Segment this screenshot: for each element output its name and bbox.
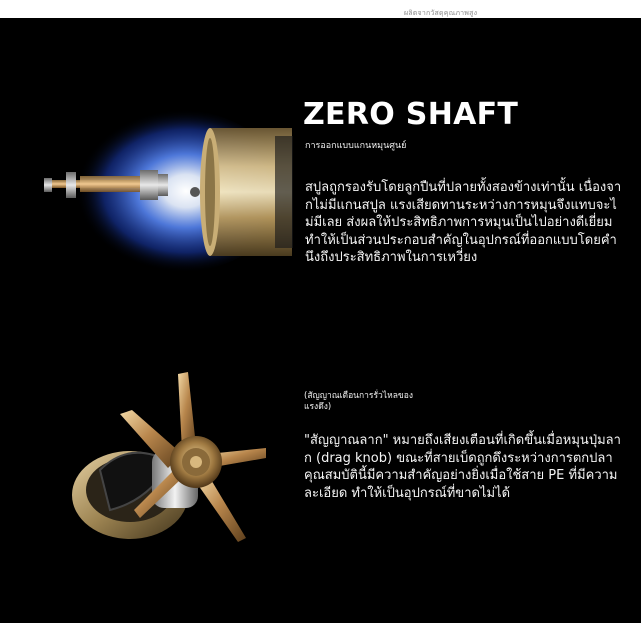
section-description-drag-click: "สัญญาณลาก" หมายถึงเสียงเตือนที่เกิดขึ้นเมื่อหมุนปุ่มลาก (drag knob) ขณะที่สายเบ็ดถูกดึงระหว่างการตกปลา คุณสมบัตินี้มีความสำคัญอย่างยิ่งเมื่อใช้สาย PE ที่มีความละเอียด ทำให้เป็นอุปกรณ์ที่ขาดไม่ได้ (304, 433, 621, 501)
section-caption-drag-click: (สัญญาณเตือนการรั่วไหลของแรงดึง) (304, 391, 413, 412)
product-feature-panel (0, 18, 641, 623)
top-strip-text: ผลิตจากวัสดุคุณภาพสูง (404, 9, 478, 17)
section-title-zero-shaft: ZERO SHAFT (303, 97, 519, 132)
top-strip (0, 0, 641, 18)
section-description-zero-shaft: สปูลถูกรองรับโดยลูกปืนที่ปลายทั้งสองข้างเท่านั้น เนื่องจากไม่มีแกนสปูล แรงเสียดทานระหว่างการหมุนจึงแทบจะไม่มีเลย ส่งผลให้ประสิทธิภาพการหมุนเป็นไปอย่างดีเยี่ยม ทำให้เป็นส่วนประกอบสำคัญในอุปกรณ์ที่ออกแบบโดยคำนึงถึงประสิทธิภาพในการเหวี่ยง (305, 180, 622, 265)
bottom-strip (0, 623, 641, 641)
section-subtitle-zero-shaft: การออกแบบแกนหมุนศูนย์ (305, 141, 407, 151)
spool-shaft-illustration (20, 88, 310, 288)
drag-star-illustration (60, 350, 280, 550)
